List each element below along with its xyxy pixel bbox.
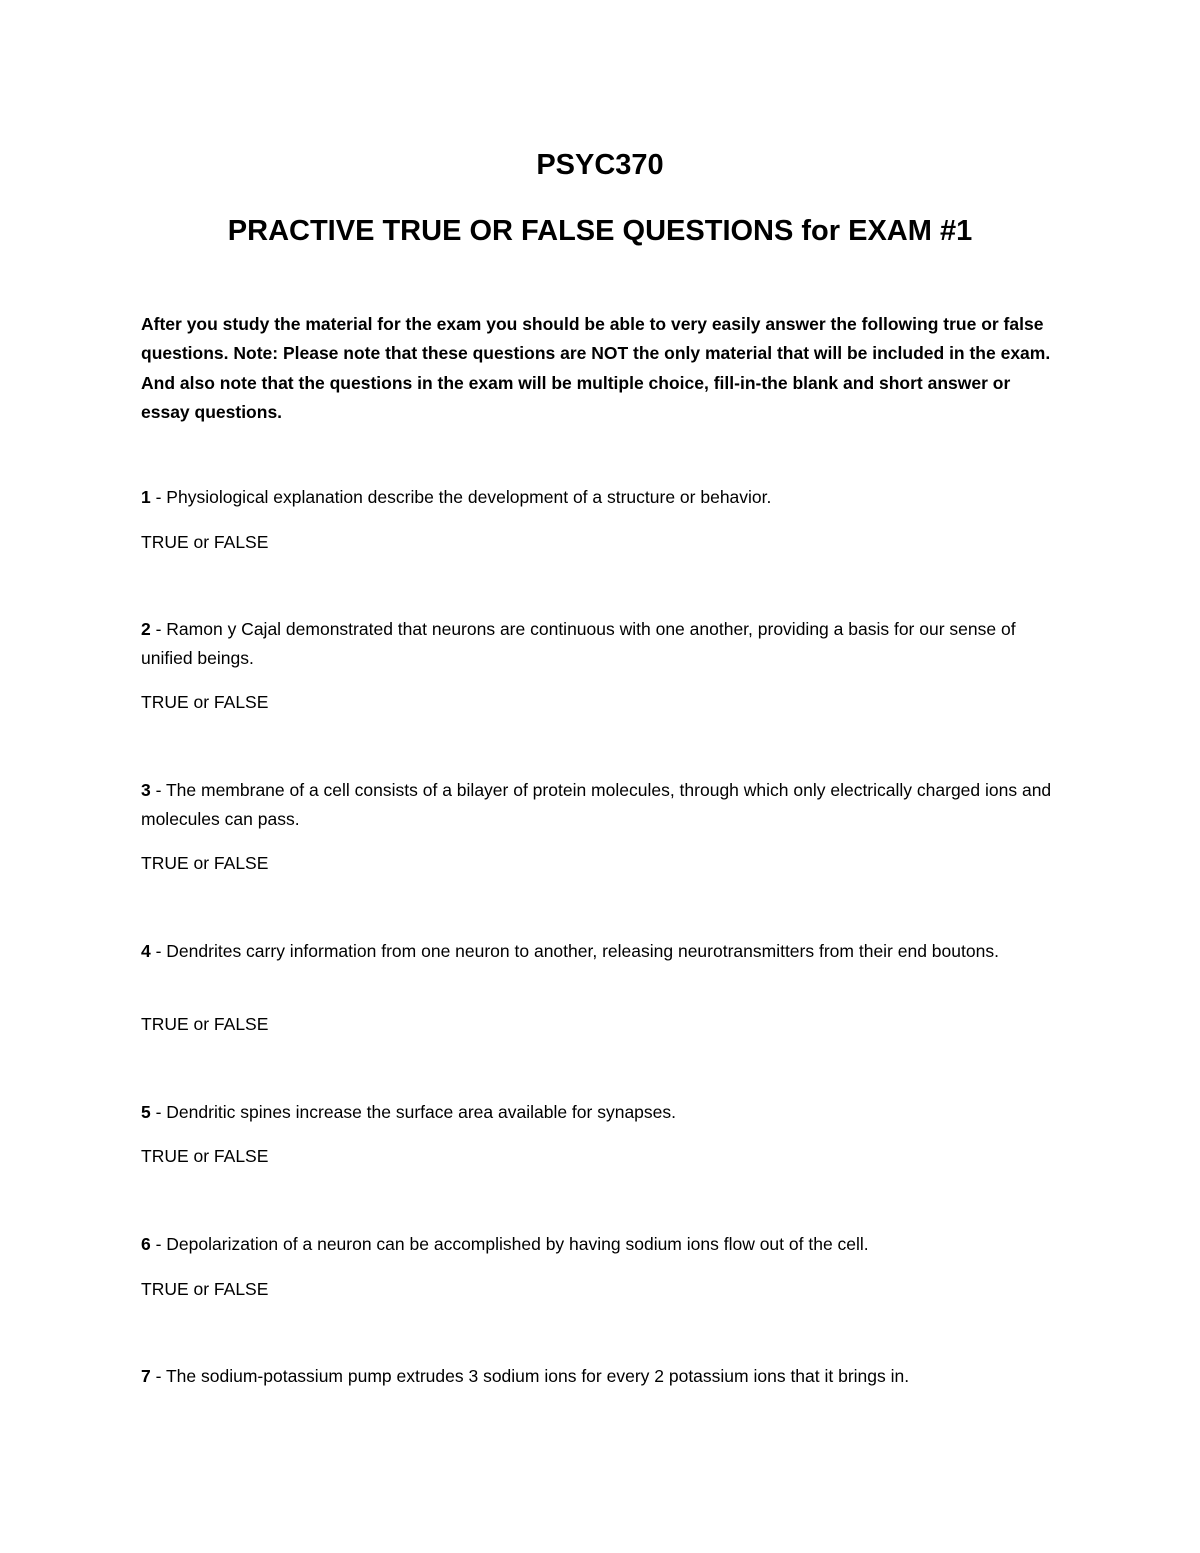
question-number: 7 xyxy=(141,1366,151,1386)
answer-choice-2: TRUE or FALSE xyxy=(141,692,269,712)
question-6: 6 - Depolarization of a neuron can be accomplished by having sodium ions flow out of the cell. xyxy=(141,1234,869,1254)
question-4: 4 - Dendrites carry information from one neuron to another, releasing neurotransmitters from their end boutons. xyxy=(141,941,999,961)
question-number: 5 xyxy=(141,1102,151,1122)
intro-paragraph: After you study the material for the exam you should be able to very easily answer the following true or false questions. Note: Please note that these questions are NOT the only material that will be included in the exam. And also note that the questions in the exam will be multiple choice, fill-in-the blank and short answer or essay questions. xyxy=(141,314,1051,422)
question-3: 3 - The membrane of a cell consists of a bilayer of protein molecules, through which only electrically charged ions and molecules can pass. xyxy=(141,780,1052,830)
question-number: 1 xyxy=(141,487,151,507)
question-text: Physiological explanation describe the development of a structure or behavior. xyxy=(166,487,772,507)
question-number: 4 xyxy=(141,941,151,961)
question-number: 6 xyxy=(141,1234,151,1254)
answer-choice-5: TRUE or FALSE xyxy=(141,1146,269,1166)
question-text: The membrane of a cell consists of a bilayer of protein molecules, through which only electrically charged ions and molecules can pass. xyxy=(141,780,1052,830)
question-text: Depolarization of a neuron can be accomplished by having sodium ions flow out of the cell. xyxy=(166,1234,869,1254)
question-2: 2 - Ramon y Cajal demonstrated that neurons are continuous with one another, providing a basis for our sense of unified beings. xyxy=(141,619,1016,669)
question-number: 2 xyxy=(141,619,151,639)
answer-choice-3: TRUE or FALSE xyxy=(141,853,269,873)
question-7: 7 - The sodium-potassium pump extrudes 3 sodium ions for every 2 potassium ions that it brings in. xyxy=(141,1366,910,1386)
answer-choice-1: TRUE or FALSE xyxy=(141,532,269,552)
question-text: Ramon y Cajal demonstrated that neurons are continuous with one another, providing a basis for our sense of unified beings. xyxy=(141,619,1016,669)
question-text: The sodium-potassium pump extrudes 3 sodium ions for every 2 potassium ions that it brings in. xyxy=(165,1366,910,1386)
answer-choice-6: TRUE or FALSE xyxy=(141,1279,269,1299)
question-text: Dendrites carry information from one neuron to another, releasing neurotransmitters from their end boutons. xyxy=(166,941,999,961)
question-number: 3 xyxy=(141,780,151,800)
course-title: PSYC370 xyxy=(536,149,664,181)
question-1: 1 - Physiological explanation describe the development of a structure or behavior. xyxy=(141,487,772,507)
question-5: 5 - Dendritic spines increase the surface area available for synapses. xyxy=(141,1102,677,1122)
exam-title: PRACTIVE TRUE OR FALSE QUESTIONS for EXAM #1 xyxy=(227,215,973,247)
question-text: Dendritic spines increase the surface area available for synapses. xyxy=(166,1102,677,1122)
answer-choice-4: TRUE or FALSE xyxy=(141,1014,269,1034)
